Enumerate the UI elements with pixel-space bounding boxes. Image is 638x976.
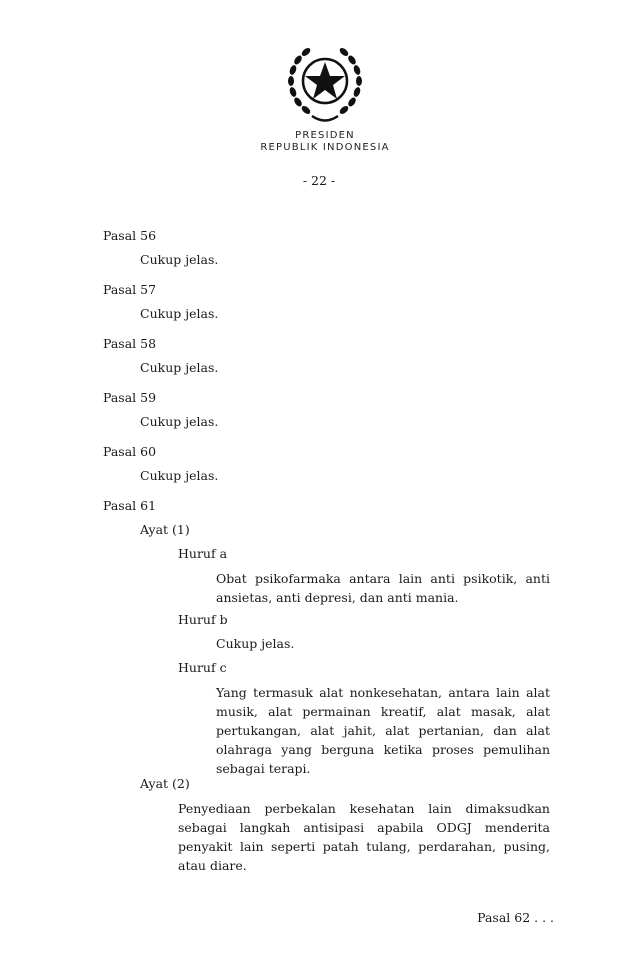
huruf-b-title: Huruf b <box>178 612 228 627</box>
pasal-57-title: Pasal 57 <box>103 282 157 297</box>
pasal-59-body: Cukup jelas. <box>140 414 219 429</box>
ayat-2-line: sebagai langkah antisipasi apabila ODGJ menderita <box>178 820 550 835</box>
next-page-reference: Pasal 62 . . . <box>477 910 554 925</box>
pasal-58-title: Pasal 58 <box>103 336 157 351</box>
huruf-b-text: Cukup jelas. <box>216 636 295 651</box>
header-line-presiden: PRESIDEN <box>295 130 355 141</box>
ayat-2-line: Penyediaan perbekalan kesehatan lain dimaksudkan <box>178 801 550 816</box>
pasal-60-title: Pasal 60 <box>103 444 157 459</box>
presidential-emblem-icon <box>276 30 374 130</box>
pasal-61-title: Pasal 61 <box>103 498 157 513</box>
ayat-2-line: atau diare. <box>178 858 247 873</box>
huruf-c-line: sebagai terapi. <box>216 761 311 776</box>
huruf-c-line: Yang termasuk alat nonkesehatan, antara lain alat <box>216 685 550 700</box>
pasal-60-body: Cukup jelas. <box>140 468 219 483</box>
huruf-c-text <box>216 683 550 778</box>
ayat-2-title: Ayat (2) <box>140 776 190 791</box>
header-line-republik: REPUBLIK INDONESIA <box>260 142 390 153</box>
huruf-c-line: musik, alat permainan kreatif, alat masak, alat <box>216 704 550 719</box>
huruf-c-line: olahraga yang berguna ketika proses pemulihan <box>216 742 550 757</box>
pasal-56-title: Pasal 56 <box>103 228 157 243</box>
pasal-57-body: Cukup jelas. <box>140 306 219 321</box>
huruf-c-line: pertukangan, alat jahit, alat pertanian, dan alat <box>216 723 550 738</box>
huruf-a-text <box>216 569 550 607</box>
page-number: - 22 - <box>302 173 336 188</box>
pasal-58-body: Cukup jelas. <box>140 360 219 375</box>
pasal-59-title: Pasal 59 <box>103 390 157 405</box>
ayat-2-text <box>178 799 550 875</box>
ayat-2-line: penyakit lain seperti patah tulang, perdarahan, pusing, <box>178 839 550 854</box>
huruf-a-line: Obat psikofarmaka antara lain anti psikotik, anti <box>216 571 550 586</box>
pasal-56-body: Cukup jelas. <box>140 252 219 267</box>
huruf-c-title: Huruf c <box>178 660 227 675</box>
huruf-a-title: Huruf a <box>178 546 228 561</box>
huruf-a-line: ansietas, anti depresi, dan anti mania. <box>216 590 459 605</box>
ayat-1-title: Ayat (1) <box>140 522 190 537</box>
